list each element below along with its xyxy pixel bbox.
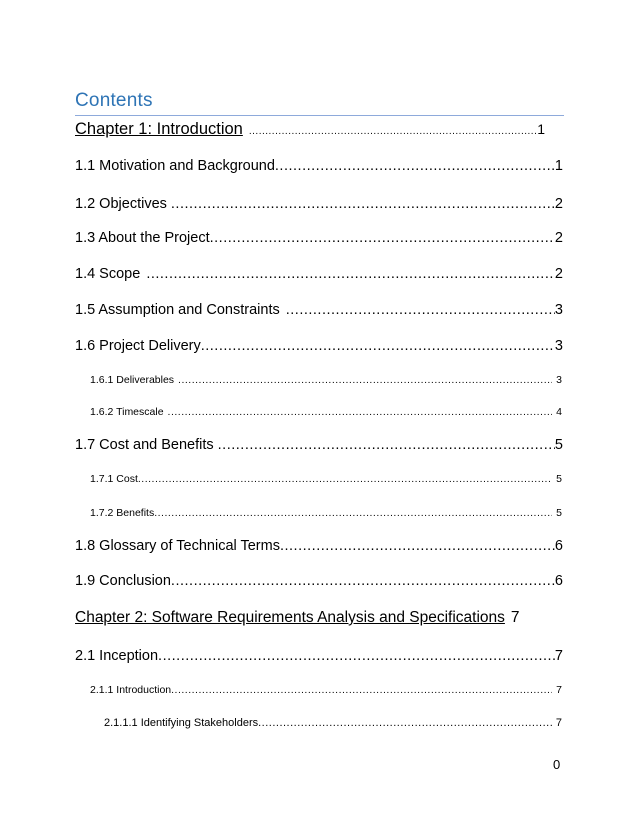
toc-leader <box>286 302 555 318</box>
toc-entry-1-3[interactable] <box>75 230 563 246</box>
toc-leader <box>154 507 552 519</box>
toc-leader <box>171 196 555 212</box>
heading-rule <box>75 115 564 116</box>
toc-entry-page: 2 <box>554 230 563 246</box>
toc-leader <box>210 230 555 246</box>
toc-entry-1-6[interactable] <box>75 338 563 354</box>
toc-leader <box>178 374 552 386</box>
toc-entry-page: 2 <box>554 266 563 282</box>
toc-entry-title: 1.5 Assumption and Constraints <box>75 302 280 318</box>
toc-entry-1-8[interactable] <box>75 538 563 554</box>
toc-entry-page: 3 <box>554 302 563 318</box>
toc-leader <box>146 266 555 282</box>
toc-entry-title: 2.1.1 Introduction <box>90 684 172 696</box>
toc-entry-page: 4 <box>556 406 562 418</box>
toc-entry-chapter-1[interactable] <box>75 120 545 139</box>
toc-entry-page: 7 <box>554 648 563 664</box>
toc-entry-1-7-2[interactable] <box>90 507 562 519</box>
toc-entry-page: 3 <box>554 338 563 354</box>
footer-page-number: 0 <box>553 757 561 772</box>
toc-entry-title: 1.9 Conclusion <box>75 573 171 589</box>
toc-entry-2-1[interactable] <box>75 648 563 664</box>
toc-entry-title: Chapter 1: Introduction <box>75 120 243 138</box>
toc-entry-page: 7 <box>556 684 562 696</box>
toc-entry-page: 2 <box>554 196 563 212</box>
toc-entry-title: 1.7.2 Benefits <box>90 507 155 519</box>
toc-leader <box>138 473 552 485</box>
toc-entry-title: 1.6.1 Deliverables <box>90 374 175 386</box>
contents-heading: Contents <box>75 90 153 111</box>
toc-entry-1-9[interactable] <box>75 573 563 589</box>
toc-entry-page: 7 <box>555 717 562 729</box>
toc-entry-page: 5 <box>556 507 562 519</box>
toc-entry-page: 1 <box>554 158 563 174</box>
toc-entry-title: 1.8 Glossary of Technical Terms <box>75 538 280 554</box>
toc-entry-title: 1.7 Cost and Benefits <box>75 437 214 453</box>
toc-entry-title: 1.7.1 Cost <box>90 473 138 485</box>
toc-entry-1-1[interactable] <box>75 158 563 174</box>
toc-entry-page: 5 <box>556 473 562 485</box>
toc-entry-1-4[interactable] <box>75 266 563 282</box>
toc-leader <box>171 684 552 696</box>
toc-entry-title: 2.1 Inception <box>75 648 159 664</box>
toc-leader <box>201 338 555 354</box>
toc-leader <box>258 717 552 729</box>
toc-entry-2-1-1-1[interactable] <box>104 717 562 729</box>
toc-entry-2-1-1[interactable] <box>90 684 562 696</box>
toc-leader <box>280 538 555 554</box>
toc-entry-title: 1.3 About the Project <box>75 230 210 246</box>
toc-leader <box>275 158 555 174</box>
toc-entry-page: 7 <box>510 609 520 626</box>
toc-entry-page: 5 <box>554 437 563 453</box>
toc-entry-title: 1.1 Motivation and Background <box>75 158 275 174</box>
toc-leader <box>218 437 555 453</box>
toc-entry-chapter-2[interactable] <box>75 609 565 627</box>
toc-entry-page: 6 <box>554 573 563 589</box>
toc-entry-title: 2.1.1.1 Identifying Stakeholders <box>104 717 259 729</box>
toc-leader <box>171 573 555 589</box>
toc-entry-title: 1.4 Scope <box>75 266 141 282</box>
toc-entry-1-7-1[interactable] <box>90 473 562 485</box>
toc-entry-page: 1 <box>537 121 545 137</box>
toc-entry-1-6-1[interactable] <box>90 374 562 386</box>
toc-entry-1-5[interactable] <box>75 302 563 318</box>
toc-leader <box>249 126 537 137</box>
toc-entry-1-7[interactable] <box>75 437 563 453</box>
toc-entry-title: Chapter 2: Software Requirements Analysis and Specifications <box>75 609 505 626</box>
toc-entry-title: 1.6.2 Timescale <box>90 406 164 418</box>
toc-leader <box>168 406 553 418</box>
toc-entry-page: 6 <box>554 538 563 554</box>
toc-entry-title: 1.2 Objectives <box>75 196 167 212</box>
toc-entry-page: 3 <box>556 374 562 386</box>
toc-entry-title: 1.6 Project Delivery <box>75 338 201 354</box>
toc-entry-1-2[interactable] <box>75 196 563 212</box>
toc-leader <box>158 648 555 664</box>
toc-entry-1-6-2[interactable] <box>90 406 562 418</box>
